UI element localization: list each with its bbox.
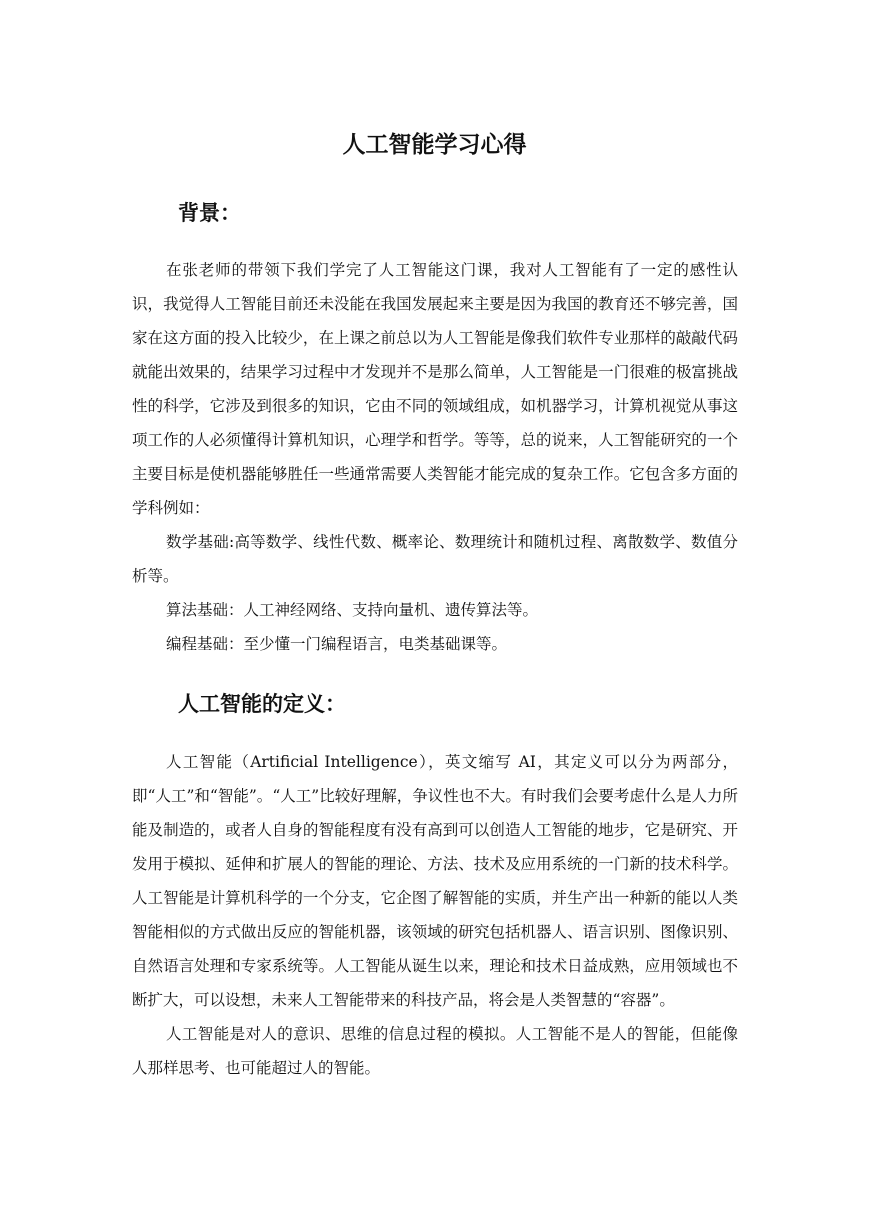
section-heading-definition: 人工智能的定义： [178,692,346,716]
paragraph: 人工智能（Artificial Intelligence），英文缩写 AI，其定义可以分为两部分，即“人工”和“智能”。“人工”比较好理解，争议性也不大。有时我们会要考虑什么是人力所能及制造的，或者人自身的智能程度有没有高到可以创造人工智能的地步，它是研究、开发用于模拟、延伸和扩展人的智能的理论、方法、技术及应用系统的一门新的技术科学。人工智能是计算机科学的一个分支，它企图了解智能的实质，并生产出一种新的能以人类智能相似的方式做出反应的智能机器，该领域的研究包括机器人、语言识别、图像识别、自然语言处理和专家系统等。人工智能从诞生以来，理论和技术日益成熟，应用领域也不断扩大，可以设想，未来人工智能带来的科技产品，将会是人类智慧的“容器”。 [132,753,738,1009]
section-heading-background: 背景： [178,201,241,225]
paragraph: 数学基础:高等数学、线性代数、概率论、数理统计和随机过程、离散数学、数值分析等。 [132,533,738,585]
paragraph: 在张老师的带领下我们学完了人工智能这门课，我对人工智能有了一定的感性认识，我觉得人工智能目前还未没能在我国发展起来主要是因为我国的教育还不够完善，国家在这方面的投入比较少，在上课之前总以为人工智能是像我们软件专业那样的敲敲代码就能出效果的，结果学习过程中才发现并不是那么简单，人工智能是一门很难的极富挑战性的科学，它涉及到很多的知识，它由不同的领域组成，如机器学习，计算机视觉从事这项工作的人必须懂得计算机知识，心理学和哲学。等等，总的说来，人工智能研究的一个主要目标是使机器能够胜任一些通常需要人类智能才能完成的复杂工作。它包含多方面的学科例如： [132,261,738,517]
section-body-background [132,253,738,661]
paragraph: 编程基础：至少懂一门编程语言，电类基础课等。 [166,635,508,653]
paragraph: 算法基础：人工神经网络、支持向量机、遗传算法等。 [166,601,539,619]
section-body-definition [132,745,738,1085]
document-title: 人工智能学习心得 [342,132,527,158]
paragraph: 人工智能是对人的意识、思维的信息过程的模拟。人工智能不是人的智能，但能像人那样思考、也可能超过人的智能。 [132,1025,738,1077]
